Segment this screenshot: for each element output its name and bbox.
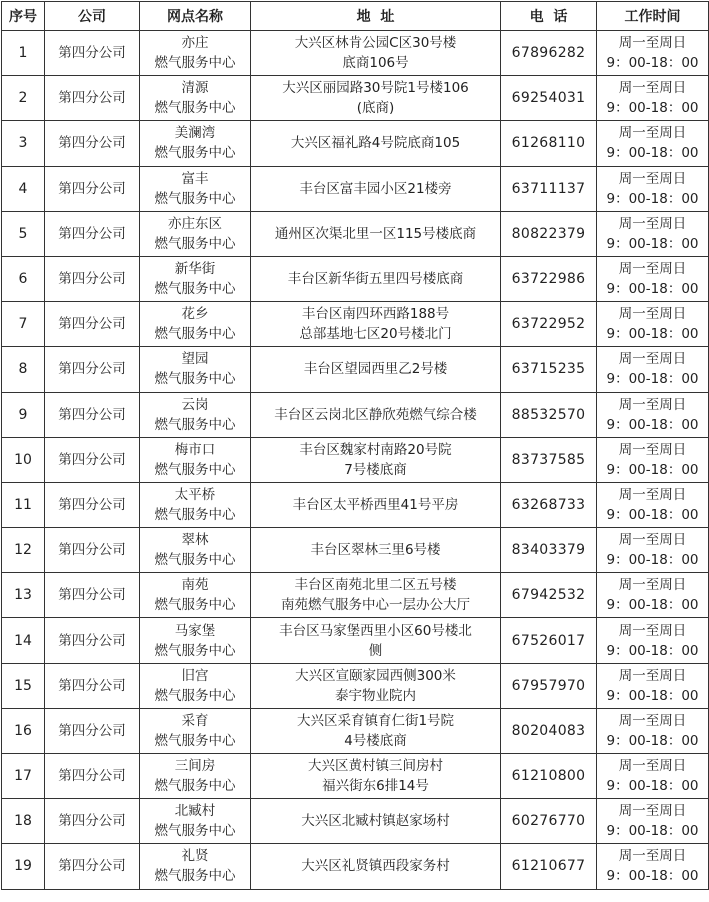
hours-cell xyxy=(597,256,709,301)
hours-cell-line: 9：00-18：00 xyxy=(606,552,699,569)
hours-cell-line: 周一至周日 xyxy=(618,170,687,187)
company-cell: 第四分公司 xyxy=(45,573,140,618)
address-cell-line: 大兴区黄村镇三间房村 xyxy=(308,758,443,775)
address-cell-line: 大兴区福礼路4号院底商105 xyxy=(290,135,461,152)
address-cell xyxy=(251,754,501,799)
outlet-name-cell-line: 燃气服务中心 xyxy=(154,416,236,433)
hours-cell xyxy=(597,844,709,889)
hours-cell-line: 周一至周日 xyxy=(618,441,687,458)
hours-cell xyxy=(597,76,709,121)
address-cell-line: 7号楼底商 xyxy=(344,461,407,478)
address-cell-line: 丰台区望园西里乙2号楼 xyxy=(303,361,448,378)
table-row xyxy=(2,482,709,527)
address-cell-line: 丰台区云岗北区静欣苑燃气综合楼 xyxy=(274,406,477,423)
hours-cell-line: 周一至周日 xyxy=(618,306,687,323)
phone-cell: 80204083 xyxy=(501,708,597,753)
phone-cell: 61210800 xyxy=(501,754,597,799)
company-cell: 第四分公司 xyxy=(45,211,140,256)
address-cell xyxy=(251,618,501,663)
company-cell: 第四分公司 xyxy=(45,347,140,392)
hours-cell-line: 周一至周日 xyxy=(618,667,687,684)
hours-cell-line: 9：00-18：00 xyxy=(606,732,699,749)
outlet-name-cell-line: 花乡 xyxy=(181,306,209,323)
hours-cell xyxy=(597,31,709,76)
outlet-name-cell-line: 燃气服务中心 xyxy=(154,371,236,388)
outlet-name-cell-line: 燃气服务中心 xyxy=(154,642,236,659)
outlet-name-cell xyxy=(140,347,251,392)
outlet-name-cell xyxy=(140,844,251,889)
service-center-table xyxy=(1,1,709,890)
company-cell: 第四分公司 xyxy=(45,76,140,121)
outlet-name-cell-line: 礼贤 xyxy=(181,848,209,865)
phone-cell: 67957970 xyxy=(501,663,597,708)
address-cell xyxy=(251,347,501,392)
phone-cell: 67896282 xyxy=(501,31,597,76)
company-cell: 第四分公司 xyxy=(45,708,140,753)
outlet-name-cell xyxy=(140,573,251,618)
row-index: 3 xyxy=(2,121,45,166)
hours-cell xyxy=(597,347,709,392)
phone-cell: 63722952 xyxy=(501,302,597,347)
outlet-name-cell-line: 燃气服务中心 xyxy=(154,823,236,840)
company-cell: 第四分公司 xyxy=(45,482,140,527)
row-index: 8 xyxy=(2,347,45,392)
company-cell: 第四分公司 xyxy=(45,618,140,663)
address-cell xyxy=(251,844,501,889)
outlet-name-cell xyxy=(140,754,251,799)
company-cell: 第四分公司 xyxy=(45,31,140,76)
outlet-name-cell-line: 旧宫 xyxy=(181,667,209,684)
table-row xyxy=(2,211,709,256)
outlet-name-cell xyxy=(140,482,251,527)
hours-cell xyxy=(597,166,709,211)
hours-cell-line: 周一至周日 xyxy=(618,622,687,639)
hours-cell-line: 9：00-18：00 xyxy=(606,868,699,885)
outlet-name-cell-line: 燃气服务中心 xyxy=(154,868,236,885)
row-index: 4 xyxy=(2,166,45,211)
address-cell-line: 大兴区北臧村镇赵家场村 xyxy=(301,813,450,830)
company-cell: 第四分公司 xyxy=(45,799,140,844)
outlet-name-cell-line: 翠林 xyxy=(181,532,209,549)
table-row xyxy=(2,76,709,121)
outlet-name-cell xyxy=(140,437,251,482)
address-cell-line: 丰台区南四环西路188号 xyxy=(301,306,450,323)
address-cell xyxy=(251,256,501,301)
row-index: 9 xyxy=(2,392,45,437)
outlet-name-cell-line: 燃气服务中心 xyxy=(154,100,236,117)
address-cell xyxy=(251,121,501,166)
table-row xyxy=(2,573,709,618)
outlet-name-cell-line: 梅市口 xyxy=(174,441,216,458)
company-cell: 第四分公司 xyxy=(45,121,140,166)
outlet-name-cell-line: 燃气服务中心 xyxy=(154,778,236,795)
row-index: 7 xyxy=(2,302,45,347)
address-cell xyxy=(251,708,501,753)
row-index: 5 xyxy=(2,211,45,256)
outlet-name-cell-line: 燃气服务中心 xyxy=(154,461,236,478)
row-index: 2 xyxy=(2,76,45,121)
hours-cell-line: 周一至周日 xyxy=(618,215,687,232)
phone-cell: 63268733 xyxy=(501,482,597,527)
table-row xyxy=(2,347,709,392)
address-cell-line: 底商106号 xyxy=(342,55,409,72)
address-cell xyxy=(251,799,501,844)
hours-cell xyxy=(597,482,709,527)
company-cell: 第四分公司 xyxy=(45,844,140,889)
hours-cell-line: 周一至周日 xyxy=(618,35,687,52)
outlet-name-cell-line: 马家堡 xyxy=(174,622,216,639)
address-cell xyxy=(251,573,501,618)
row-index: 17 xyxy=(2,754,45,799)
company-cell: 第四分公司 xyxy=(45,663,140,708)
outlet-name-cell xyxy=(140,799,251,844)
address-cell-line: 福兴街东6排14号 xyxy=(322,778,429,795)
table-row xyxy=(2,844,709,889)
hours-cell-line: 9：00-18：00 xyxy=(606,823,699,840)
outlet-name-cell-line: 燃气服务中心 xyxy=(154,326,236,343)
address-cell-line: 丰台区新华街五里四号楼底商 xyxy=(287,271,464,288)
table-row xyxy=(2,121,709,166)
outlet-name-cell xyxy=(140,618,251,663)
table-row xyxy=(2,528,709,573)
hours-cell xyxy=(597,799,709,844)
outlet-name-cell-line: 亦庄东区 xyxy=(168,215,222,232)
address-cell xyxy=(251,663,501,708)
header-index: 序号 xyxy=(2,2,45,31)
hours-cell-line: 周一至周日 xyxy=(618,712,687,729)
hours-cell-line: 9：00-18：00 xyxy=(606,416,699,433)
outlet-name-cell-line: 燃气服务中心 xyxy=(154,55,236,72)
outlet-name-cell xyxy=(140,256,251,301)
address-cell-line: 大兴区丽园路30号院1号楼106 xyxy=(282,80,469,97)
row-index: 18 xyxy=(2,799,45,844)
table-row xyxy=(2,31,709,76)
hours-cell-line: 9：00-18：00 xyxy=(606,281,699,298)
row-index: 12 xyxy=(2,528,45,573)
row-index: 6 xyxy=(2,256,45,301)
hours-cell-line: 周一至周日 xyxy=(618,803,687,820)
phone-cell: 60276770 xyxy=(501,799,597,844)
row-index: 10 xyxy=(2,437,45,482)
outlet-name-cell-line: 南苑 xyxy=(181,577,209,594)
hours-cell xyxy=(597,121,709,166)
hours-cell-line: 周一至周日 xyxy=(618,125,687,142)
hours-cell xyxy=(597,392,709,437)
company-cell: 第四分公司 xyxy=(45,392,140,437)
address-cell-line: 丰台区南苑北里二区五号楼 xyxy=(294,577,457,594)
outlet-name-cell-line: 云岗 xyxy=(181,396,209,413)
row-index: 19 xyxy=(2,844,45,889)
company-cell: 第四分公司 xyxy=(45,528,140,573)
table-row xyxy=(2,392,709,437)
outlet-name-cell-line: 三间房 xyxy=(174,758,216,775)
phone-cell: 83737585 xyxy=(501,437,597,482)
address-cell xyxy=(251,166,501,211)
hours-cell-line: 周一至周日 xyxy=(618,758,687,775)
hours-cell-line: 周一至周日 xyxy=(618,486,687,503)
outlet-name-cell xyxy=(140,166,251,211)
header-outlet-name: 网点名称 xyxy=(140,2,251,31)
outlet-name-cell-line: 新华街 xyxy=(174,261,216,278)
address-cell-line: 丰台区太平桥西里41号平房 xyxy=(292,496,459,513)
hours-cell-line: 周一至周日 xyxy=(618,396,687,413)
table-row xyxy=(2,302,709,347)
hours-cell-line: 周一至周日 xyxy=(618,577,687,594)
outlet-name-cell-line: 燃气服务中心 xyxy=(154,145,236,162)
phone-cell: 88532570 xyxy=(501,392,597,437)
address-cell-line: (底商) xyxy=(356,100,395,117)
outlet-name-cell xyxy=(140,76,251,121)
hours-cell-line: 9：00-18：00 xyxy=(606,506,699,523)
header-phone: 电 话 xyxy=(501,2,597,31)
table-body xyxy=(2,31,709,890)
row-index: 1 xyxy=(2,31,45,76)
outlet-name-cell-line: 美澜湾 xyxy=(174,125,216,142)
outlet-name-cell-line: 燃气服务中心 xyxy=(154,506,236,523)
outlet-name-cell-line: 采育 xyxy=(181,712,209,729)
outlet-name-cell-line: 燃气服务中心 xyxy=(154,235,236,252)
outlet-name-cell-line: 燃气服务中心 xyxy=(154,687,236,704)
phone-cell: 67942532 xyxy=(501,573,597,618)
outlet-name-cell-line: 望园 xyxy=(181,351,209,368)
outlet-name-cell xyxy=(140,302,251,347)
row-index: 11 xyxy=(2,482,45,527)
table-row xyxy=(2,754,709,799)
hours-cell xyxy=(597,437,709,482)
hours-cell xyxy=(597,528,709,573)
phone-cell: 83403379 xyxy=(501,528,597,573)
address-cell xyxy=(251,437,501,482)
table-row xyxy=(2,166,709,211)
address-cell xyxy=(251,528,501,573)
phone-cell: 63722986 xyxy=(501,256,597,301)
header-row xyxy=(2,2,709,31)
address-cell xyxy=(251,31,501,76)
address-cell-line: 总部基地七区20号楼北门 xyxy=(299,326,452,343)
table-header xyxy=(2,2,709,31)
address-cell-line: 丰台区富丰园小区21楼旁 xyxy=(299,180,452,197)
hours-cell-line: 周一至周日 xyxy=(618,261,687,278)
row-index: 14 xyxy=(2,618,45,663)
table-row xyxy=(2,618,709,663)
header-company: 公司 xyxy=(45,2,140,31)
hours-cell-line: 9：00-18：00 xyxy=(606,235,699,252)
address-cell xyxy=(251,302,501,347)
row-index: 15 xyxy=(2,663,45,708)
hours-cell-line: 9：00-18：00 xyxy=(606,145,699,162)
address-cell xyxy=(251,482,501,527)
company-cell: 第四分公司 xyxy=(45,256,140,301)
outlet-name-cell xyxy=(140,708,251,753)
outlet-name-cell-line: 富丰 xyxy=(181,170,209,187)
outlet-name-cell-line: 清源 xyxy=(181,80,209,97)
hours-cell-line: 周一至周日 xyxy=(618,351,687,368)
hours-cell xyxy=(597,708,709,753)
hours-cell-line: 9：00-18：00 xyxy=(606,190,699,207)
phone-cell: 61268110 xyxy=(501,121,597,166)
outlet-name-cell-line: 燃气服务中心 xyxy=(154,281,236,298)
phone-cell: 63711137 xyxy=(501,166,597,211)
address-cell-line: 大兴区礼贤镇西段家务村 xyxy=(301,858,450,875)
header-address: 地 址 xyxy=(251,2,501,31)
outlet-name-cell xyxy=(140,31,251,76)
hours-cell-line: 9：00-18：00 xyxy=(606,778,699,795)
phone-cell: 61210677 xyxy=(501,844,597,889)
outlet-name-cell-line: 燃气服务中心 xyxy=(154,732,236,749)
company-cell: 第四分公司 xyxy=(45,437,140,482)
address-cell-line: 通州区次渠北里一区115号楼底商 xyxy=(274,225,477,242)
address-cell-line: 丰台区马家堡西里小区60号楼北 xyxy=(279,622,472,639)
address-cell xyxy=(251,392,501,437)
table-row xyxy=(2,663,709,708)
hours-cell-line: 9：00-18：00 xyxy=(606,642,699,659)
address-cell xyxy=(251,76,501,121)
company-cell: 第四分公司 xyxy=(45,302,140,347)
table-row xyxy=(2,256,709,301)
hours-cell-line: 9：00-18：00 xyxy=(606,100,699,117)
header-hours: 工作时间 xyxy=(597,2,709,31)
hours-cell-line: 9：00-18：00 xyxy=(606,55,699,72)
outlet-name-cell-line: 燃气服务中心 xyxy=(154,190,236,207)
address-cell-line: 丰台区魏家村南路20号院 xyxy=(299,441,452,458)
table-row xyxy=(2,799,709,844)
phone-cell: 63715235 xyxy=(501,347,597,392)
hours-cell-line: 周一至周日 xyxy=(618,80,687,97)
outlet-name-cell-line: 太平桥 xyxy=(174,486,216,503)
outlet-name-cell xyxy=(140,211,251,256)
hours-cell-line: 9：00-18：00 xyxy=(606,687,699,704)
table-row xyxy=(2,437,709,482)
phone-cell: 67526017 xyxy=(501,618,597,663)
address-cell-line: 大兴区林肯公园C区30号楼 xyxy=(294,35,457,52)
outlet-name-cell xyxy=(140,121,251,166)
row-index: 13 xyxy=(2,573,45,618)
outlet-name-cell-line: 燃气服务中心 xyxy=(154,552,236,569)
address-cell-line: 丰台区翠林三里6号楼 xyxy=(310,542,441,559)
phone-cell: 69254031 xyxy=(501,76,597,121)
hours-cell-line: 9：00-18：00 xyxy=(606,597,699,614)
address-cell-line: 南苑燃气服务中心一层办公大厅 xyxy=(281,597,470,614)
hours-cell xyxy=(597,754,709,799)
hours-cell xyxy=(597,302,709,347)
phone-cell: 80822379 xyxy=(501,211,597,256)
address-cell-line: 泰宇物业院内 xyxy=(335,687,416,704)
row-index: 16 xyxy=(2,708,45,753)
outlet-name-cell-line: 北臧村 xyxy=(174,803,216,820)
company-cell: 第四分公司 xyxy=(45,754,140,799)
hours-cell xyxy=(597,573,709,618)
hours-cell xyxy=(597,663,709,708)
company-cell: 第四分公司 xyxy=(45,166,140,211)
outlet-name-cell-line: 燃气服务中心 xyxy=(154,597,236,614)
hours-cell xyxy=(597,618,709,663)
hours-cell-line: 9：00-18：00 xyxy=(606,326,699,343)
hours-cell-line: 周一至周日 xyxy=(618,848,687,865)
address-cell xyxy=(251,211,501,256)
outlet-name-cell xyxy=(140,528,251,573)
address-cell-line: 大兴区宣颐家园西侧300米 xyxy=(295,667,456,684)
hours-cell-line: 周一至周日 xyxy=(618,532,687,549)
outlet-name-cell xyxy=(140,392,251,437)
hours-cell xyxy=(597,211,709,256)
hours-cell-line: 9：00-18：00 xyxy=(606,371,699,388)
outlet-name-cell xyxy=(140,663,251,708)
address-cell-line: 侧 xyxy=(368,642,383,659)
address-cell-line: 大兴区采育镇育仁街1号院 xyxy=(296,712,455,729)
outlet-name-cell-line: 亦庄 xyxy=(181,35,209,52)
address-cell-line: 4号楼底商 xyxy=(344,732,407,749)
table-row xyxy=(2,708,709,753)
hours-cell-line: 9：00-18：00 xyxy=(606,461,699,478)
